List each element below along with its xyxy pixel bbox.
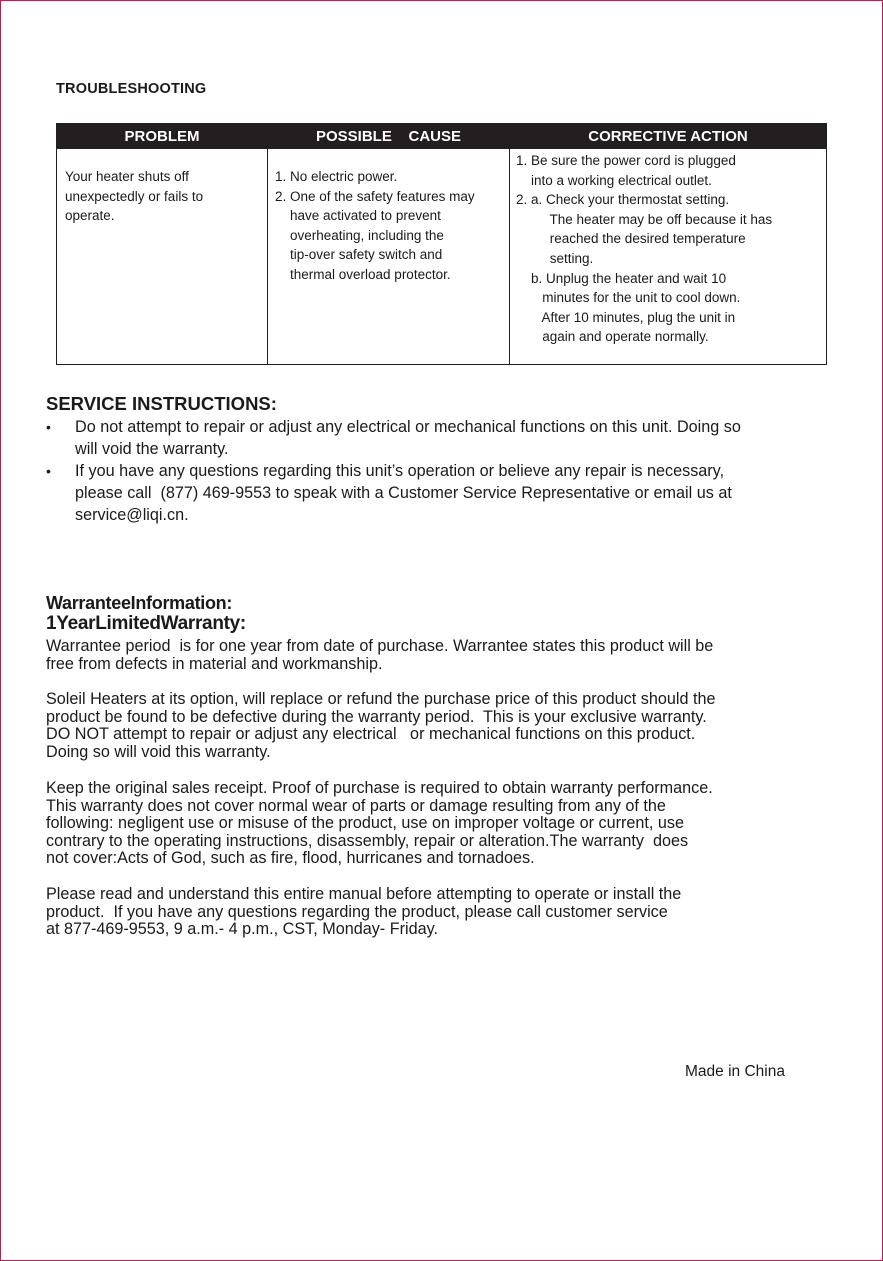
table-header-row [57, 124, 827, 149]
cause-line: have activated to prevent [275, 208, 441, 224]
list-item [46, 416, 846, 460]
action-line: again and operate normally. [516, 329, 709, 345]
warranty-line: at 877-469-9553, 9 a.m.- 4 p.m., CST, Monday- Friday. [46, 920, 438, 939]
action-line: reached the desired temperature [516, 231, 746, 247]
action-cell [510, 149, 827, 365]
list-item [46, 460, 846, 526]
cause-line: thermal overload protector. [275, 266, 451, 282]
action-line: 2. a. Check your thermostat setting. [516, 192, 730, 208]
column-header-cause: POSSIBLE CAUSE [268, 124, 510, 149]
warranty-line: product. If you have any questions regarding the product, please call customer service [46, 902, 668, 921]
cause-cell [268, 149, 510, 365]
warranty-line: product be found to be defective during the warranty period. This is your exclusive warranty. [46, 707, 707, 726]
action-line: into a working electrical outlet. [516, 172, 712, 188]
service-line: service@liqi.cn. [75, 506, 189, 524]
cause-line: 2. One of the safety features may [275, 188, 475, 204]
action-line: setting. [516, 250, 594, 266]
warranty-line: Doing so will void this warranty. [46, 742, 271, 761]
warranty-title: WarranteeInformation: [46, 593, 233, 613]
service-line: If you have any questions regarding this unit’s operation or believe any repair is necessary, [75, 462, 725, 480]
warranty-line: Soleil Heaters at its option, will replace or refund the purchase price of this product should the [46, 690, 716, 708]
table-row [57, 149, 827, 365]
bullet-icon: • [46, 463, 51, 479]
service-instructions-title: SERVICE INSTRUCTIONS: [46, 393, 277, 414]
warranty-paragraph [46, 691, 846, 761]
action-line: minutes for the unit to cool down. [516, 290, 741, 306]
service-line: Do not attempt to repair or adjust any electrical or mechanical functions on this unit. Doing so [75, 418, 741, 436]
service-line: please call (877) 469-9553 to speak with a Customer Service Representative or email us at [75, 484, 732, 502]
warranty-line: free from defects in material and workmanship. [46, 654, 383, 673]
service-line: will void the warranty. [75, 440, 229, 458]
troubleshooting-table [56, 123, 827, 365]
warranty-line: not cover:Acts of God, such as fire, flood, hurricanes and tornadoes. [46, 849, 535, 868]
warranty-line: contrary to the operating instructions, disassembly, repair or alteration.The warranty does [46, 831, 689, 850]
cause-line: overheating, including the [275, 227, 444, 243]
cause-line: tip-over safety switch and [275, 247, 443, 263]
warranty-paragraph [46, 780, 846, 868]
problem-line: operate. [65, 208, 115, 224]
problem-cell [57, 149, 268, 365]
troubleshooting-heading: TROUBLESHOOTING [56, 81, 207, 97]
warranty-line: DO NOT attempt to repair or adjust any electrical or mechanical functions on this product. [46, 725, 696, 744]
warranty-line: Please read and understand this entire manual before attempting to operate or install the [46, 885, 682, 903]
action-line: b. Unplug the heater and wait 10 [516, 270, 727, 286]
action-line: After 10 minutes, plug the unit in [516, 309, 736, 325]
column-header-action: CORRECTIVE ACTION [510, 124, 827, 149]
cause-line: 1. No electric power. [275, 169, 398, 184]
problem-line: Your heater shuts off [65, 169, 189, 184]
warranty-paragraph [46, 638, 846, 673]
made-in-label: Made in China [685, 1063, 785, 1080]
service-instructions-list [46, 416, 846, 526]
warranty-line: Keep the original sales receipt. Proof of purchase is required to obtain warranty performance. [46, 779, 713, 797]
warranty-paragraph [46, 886, 846, 939]
action-line: 1. Be sure the power cord is plugged [516, 153, 736, 168]
warranty-subtitle: 1YearLimitedWarranty: [46, 613, 246, 634]
problem-line: unexpectedly or fails to [65, 188, 204, 204]
warranty-line: Warrantee period is for one year from date of purchase. Warrantee states this product will be [46, 637, 714, 655]
action-line: The heater may be off because it has [516, 211, 773, 227]
bullet-icon: • [46, 419, 51, 435]
warranty-line: This warranty does not cover normal wear of parts or damage resulting from any of the [46, 796, 666, 815]
warranty-line: following: negligent use or misuse of the product, use on improper voltage or current, use [46, 814, 684, 833]
column-header-problem: PROBLEM [57, 124, 268, 149]
